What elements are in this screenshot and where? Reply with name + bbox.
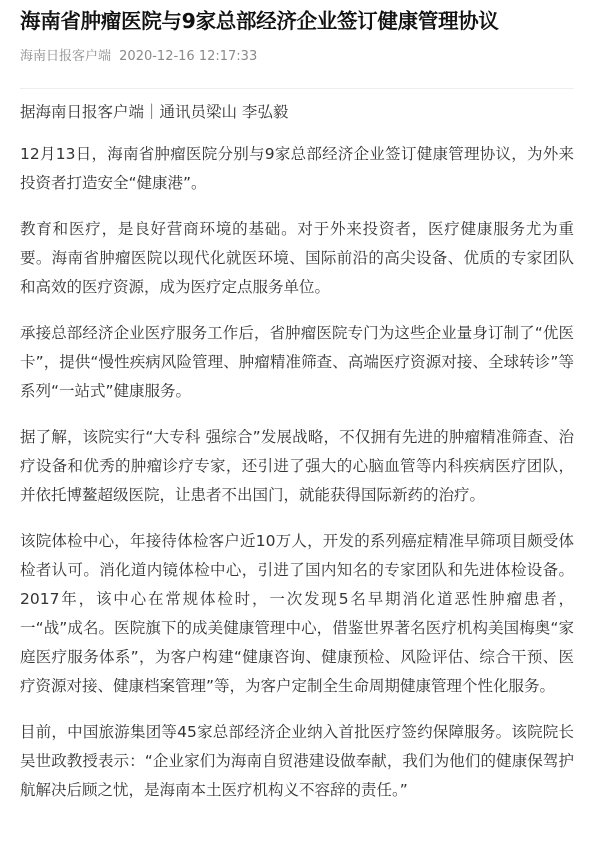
source-label: 海南日报客户端 xyxy=(20,49,112,64)
article-title: 海南省肿瘤医院与9家总部经济企业签订健康管理协议 xyxy=(20,9,499,33)
article-body xyxy=(20,140,574,805)
paragraph: 目前，中国旅游集团等45家总部经济企业纳入首批医疗签约保障服务。该院院长吴世政教授表示：“企业家们为海南自贸港建设做奉献，我们为他们的健康保驾护航解决后顾之忧，是海南本土医疗机构义不容辞的责任。” xyxy=(20,723,574,799)
paragraph: 据了解，该院实行“大专科 强综合”发展战略，不仅拥有先进的肿瘤精准筛查、治疗设备和优秀的肿瘤诊疗专家，还引进了强大的心脑血管等内科疾病医疗团队，并依托博鳌超级医院，让患者不出国门，就能获得国际新药的治疗。 xyxy=(20,428,574,504)
publish-timestamp: 2020-12-16 12:17:33 xyxy=(119,49,258,64)
paragraph: 承接总部经济企业医疗服务工作后，省肿瘤医院专门为这些企业量身订制了“优医卡”，提供“慢性疾病风险管理、肿瘤精准筛查、高端医疗资源对接、全球转诊”等系列“一站式”健康服务。 xyxy=(20,324,574,400)
article-byline: 据海南日报客户端｜通讯员梁山 李弘毅 xyxy=(20,88,574,123)
paragraph: 教育和医疗，是良好营商环境的基础。对于外来投资者，医疗健康服务尤为重要。海南省肿瘤医院以现代化就医环境、国际前沿的高尖设备、优质的专家团队和高效的医疗资源，成为医疗定点服务单位。 xyxy=(20,220,574,296)
paragraph: 12月13日，海南省肿瘤医院分别与9家总部经济企业签订健康管理协议，为外来投资者打造安全“健康港”。 xyxy=(20,145,574,192)
paragraph: 该院体检中心，年接待体检客户近10万人，开发的系列癌症精准早筛项目颇受体检者认可。消化道内镜体检中心，引进了国内知名的专家团队和先进体检设备。2017年，该中心在常规体检时，一次发现5名早期消化道恶性肿瘤患者，一“战”成名。医院旗下的成美健康管理中心，借鉴世界著名医疗机构美国梅奥“家庭医疗服务体系”，为客户构建“健康咨询、健康预检、风险评估、综合干预、医疗资源对接、健康档案管理”等，为客户定制全生命周期健康管理个性化服务。 xyxy=(20,532,574,695)
article-meta xyxy=(20,48,574,66)
